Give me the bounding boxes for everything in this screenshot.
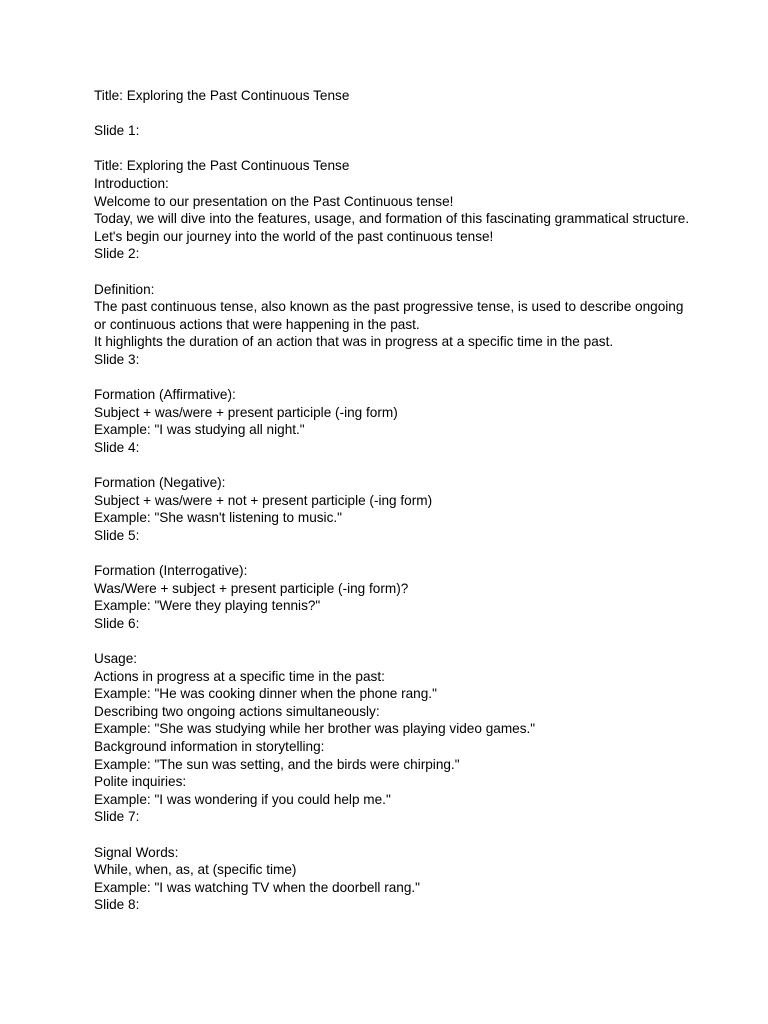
slide-3-example: Example: "I was studying all night.": [94, 422, 305, 438]
slide-4-example: Example: "She wasn't listening to music.": [94, 510, 342, 526]
slide-1-line-1: Welcome to our presentation on the Past Continuous tense!: [94, 193, 454, 209]
slide-1-intro-label: Introduction:: [94, 175, 169, 191]
spacer: [94, 544, 694, 562]
slide-1-line-2: Today, we will dive into the features, usage, and formation of this fascinating grammatical structure.: [94, 211, 690, 227]
slide-6-item-2: Describing two ongoing actions simultaneously:: [94, 703, 380, 719]
slide-7-label: Signal Words:: [94, 844, 179, 860]
spacer: [94, 632, 694, 650]
spacer: [94, 105, 694, 123]
slide-4-heading: Slide 4:: [94, 439, 140, 455]
slide-1-title: Title: Exploring the Past Continuous Tense: [94, 158, 350, 174]
slide-1-heading: Slide 1:: [94, 123, 140, 139]
slide-5-label: Formation (Interrogative):: [94, 563, 248, 579]
slide-3-label: Formation (Affirmative):: [94, 387, 236, 403]
slide-6-example-2: Example: "She was studying while her brother was playing video games.": [94, 721, 536, 737]
slide-6-item-1: Actions in progress at a specific time in the past:: [94, 668, 385, 684]
slide-6-heading: Slide 6:: [94, 615, 140, 631]
slide-6-example-3: Example: "The sun was setting, and the birds were chirping.": [94, 756, 460, 772]
slide-5-heading: Slide 5:: [94, 527, 140, 543]
spacer: [94, 263, 694, 281]
slide-7-words: While, when, as, at (specific time): [94, 862, 297, 878]
slide-2-line-2: It highlights the duration of an action that was in progress at a specific time in the past.: [94, 334, 614, 350]
slide-7-heading: Slide 7:: [94, 809, 140, 825]
slide-5-formula: Was/Were + subject + present participle (-ing form)?: [94, 580, 409, 596]
slide-2-heading: Slide 2:: [94, 246, 140, 262]
slide-6-label: Usage:: [94, 651, 138, 666]
spacer: [94, 140, 694, 158]
slide-2-line-1: The past continuous tense, also known as the past progressive tense, is used to describe ongoing or continuous actions that were happening in the past.: [94, 299, 684, 332]
slide-3-formula: Subject + was/were + present participle (-ing form): [94, 404, 398, 420]
spacer: [94, 456, 694, 474]
spacer: [94, 826, 694, 844]
slide-6-item-4: Polite inquiries:: [94, 774, 187, 790]
document-title: Title: Exploring the Past Continuous Tense: [94, 88, 350, 103]
slide-2-label: Definition:: [94, 281, 155, 297]
slide-6-example-4: Example: "I was wondering if you could help me.": [94, 791, 391, 807]
slide-5-example: Example: "Were they playing tennis?": [94, 598, 321, 614]
slide-3-heading: Slide 3:: [94, 351, 140, 367]
slide-1-line-3: Let's begin our journey into the world of the past continuous tense!: [94, 228, 494, 244]
slide-6-example-1: Example: "He was cooking dinner when the phone rang.": [94, 686, 437, 702]
slide-6-item-3: Background information in storytelling:: [94, 738, 325, 754]
slide-8-heading: Slide 8:: [94, 897, 140, 913]
slide-4-label: Formation (Negative):: [94, 475, 226, 491]
slide-7-example: Example: "I was watching TV when the doorbell rang.": [94, 879, 421, 895]
slide-4-formula: Subject + was/were + not + present participle (-ing form): [94, 492, 433, 508]
spacer: [94, 369, 694, 387]
document-page: [94, 87, 694, 914]
